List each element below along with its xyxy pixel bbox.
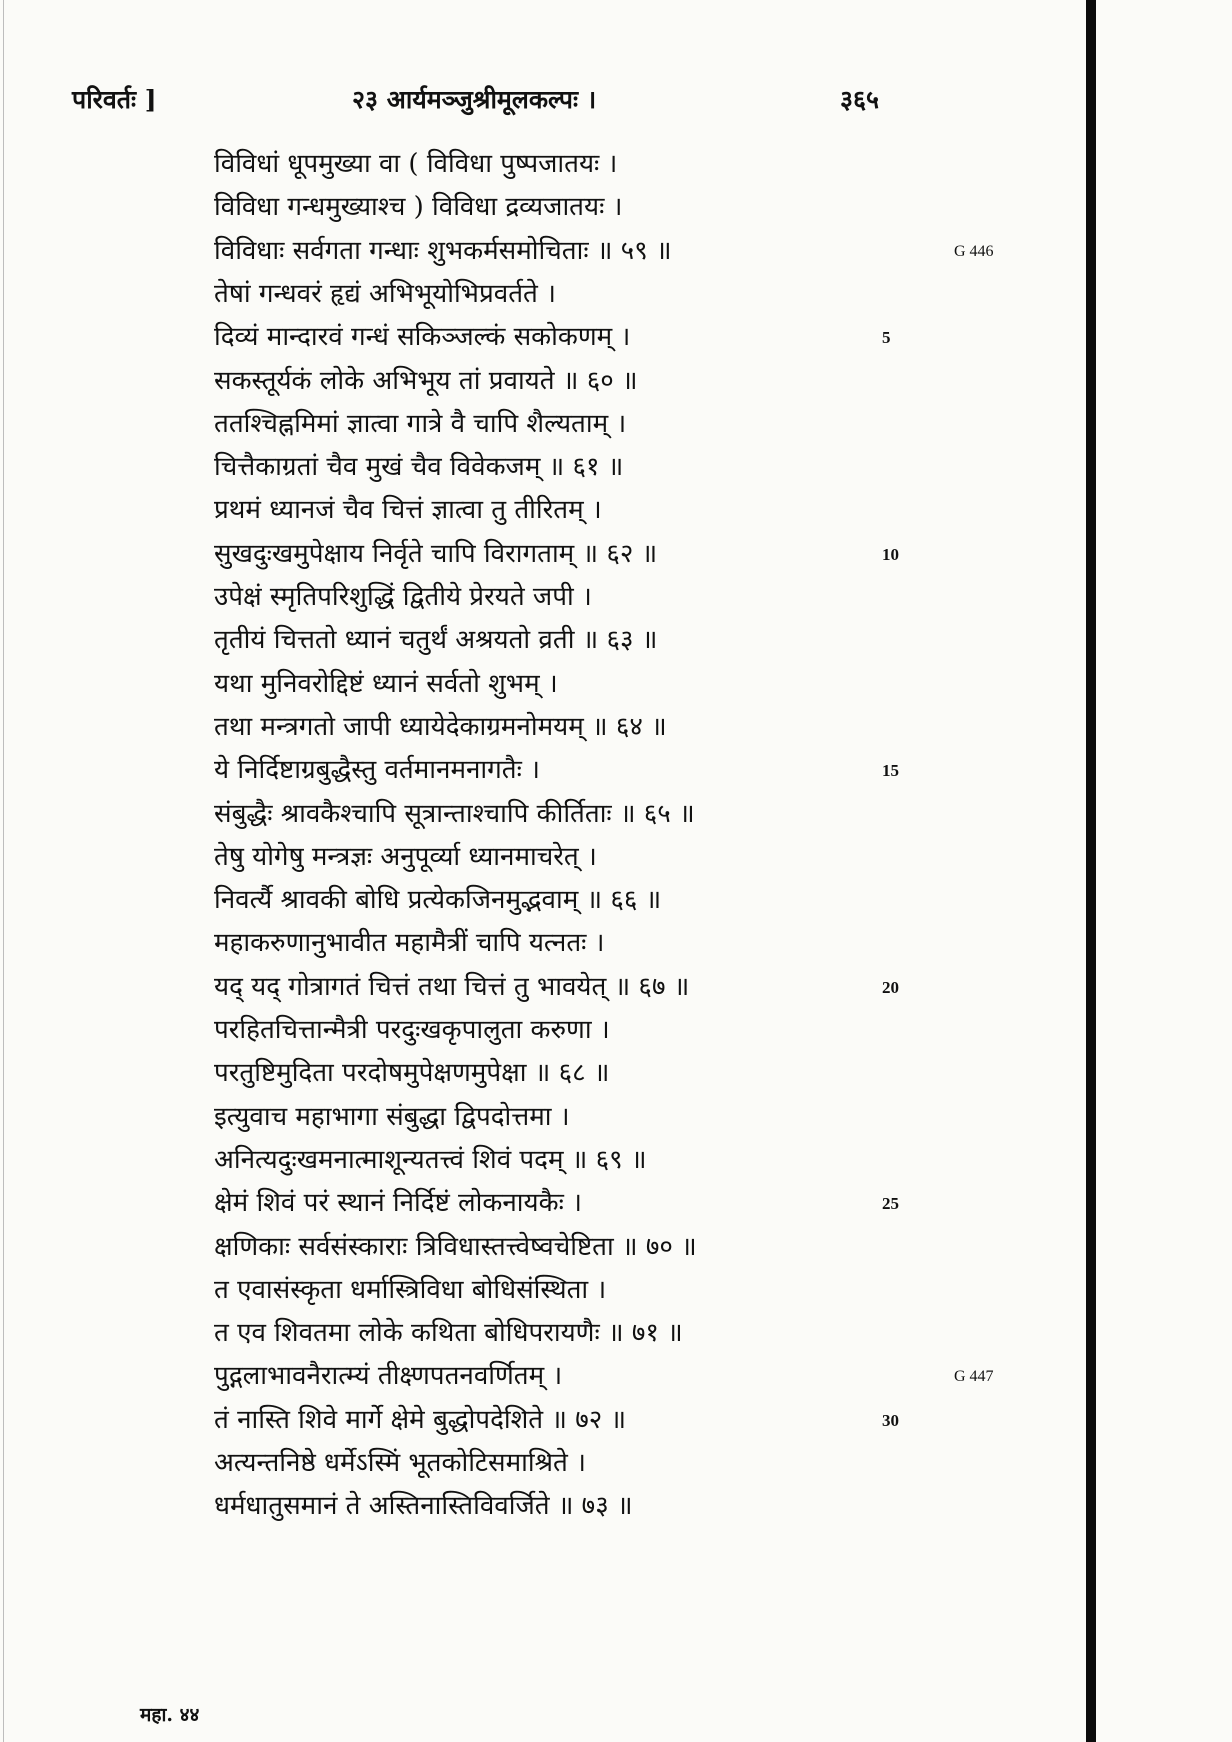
verse-line	[200, 922, 1080, 965]
verse-line-text: विविधा गन्धमुख्याश्च ) विविधा द्रव्यजातयः ।	[214, 192, 623, 223]
verse-line	[200, 273, 1080, 316]
verse-line-text: यद् यद् गोत्रागतं चित्तं तथा चित्तं तु भावयेत् ॥ ६७ ॥	[214, 971, 690, 1002]
verse-line-text: सुखदुःखमुपेक्षाय निर्वृते चापि विरागताम् ॥ ६२ ॥	[214, 538, 658, 569]
verse-line-text: तृतीयं चित्ततो ध्यानं चतुर्थं अश्रयतो व्रती ॥ ६३ ॥	[214, 625, 658, 656]
verse-line	[200, 489, 1080, 532]
verse-line-text: सकस्तूर्यकं लोके अभिभूय तां प्रवायते ॥ ६० ॥	[214, 365, 638, 396]
verse-line	[200, 1226, 1080, 1269]
verse-line	[200, 793, 1080, 836]
verse-line	[200, 446, 1080, 489]
verse-line-text: विविधाः सर्वगता गन्धाः शुभकर्मसमोचिताः ॥ ५९ ॥	[214, 235, 672, 266]
margin-manuscript-reference: G 446	[954, 242, 994, 260]
margin-line-number: 15	[882, 761, 899, 781]
verse-line	[200, 749, 1080, 792]
verse-line-text: तेषु योगेषु मन्त्रज्ञः अनुपूर्व्या ध्यानमाचरेत् ।	[214, 841, 597, 872]
verse-line-text: प्रथमं ध्यानजं चैव चित्तं ज्ञात्वा तु तीरितम् ।	[214, 495, 602, 526]
verse-line	[200, 1355, 1080, 1398]
verse-line	[200, 1052, 1080, 1095]
verse-line	[200, 576, 1080, 619]
verse-line-text: पुद्गलाभावनैरात्म्यं तीक्ष्णपतनवर्णितम् ।	[214, 1361, 563, 1392]
verse-line-text: उपेक्षं स्मृतिपरिशुद्धिं द्वितीये प्रेरयते जपी ।	[214, 582, 592, 612]
verse-line	[200, 1009, 1080, 1052]
margin-line-number: 5	[882, 328, 891, 348]
verse-line-text: अत्यन्तनिष्ठे धर्मेऽस्मिं भूतकोटिसमाश्रिते ।	[214, 1448, 586, 1478]
margin-line-number: 20	[882, 977, 899, 997]
verse-line-text: विविधां धूपमुख्या वा ( विविधा पुष्पजातयः ।	[214, 149, 618, 179]
printer-signature-mark: महा. ४४	[140, 1704, 200, 1726]
verse-line-text: चित्तैकाग्रतां चैव मुखं चैव विवेकजम् ॥ ६१ ॥	[214, 452, 624, 483]
verse-line	[200, 230, 1080, 273]
verse-line	[200, 360, 1080, 403]
verse-line	[200, 316, 1080, 359]
verse-line	[200, 1442, 1080, 1485]
verse-line-text: ये निर्दिष्टाग्रबुद्धैस्तु वर्तमानमनागतैः ।	[214, 755, 540, 786]
verse-line-text: महाकरुणानुभावीत महामैत्रीं चापि यत्नतः ।	[214, 928, 605, 959]
verse-line	[200, 1399, 1080, 1442]
verse-line	[200, 836, 1080, 879]
margin-line-number: 10	[882, 544, 899, 564]
verse-line	[200, 533, 1080, 576]
verse-line-text: परतुष्टिमुदिता परदोषमुपेक्षणमुपेक्षा ॥ ६८ ॥	[214, 1058, 610, 1089]
margin-line-number: 30	[882, 1410, 899, 1430]
verse-line	[200, 1485, 1080, 1528]
verse-line-text: यथा मुनिवरोद्दिष्टं ध्यानं सर्वतो शुभम् ।	[214, 668, 558, 699]
verse-line-text: त एवासंस्कृता धर्मास्त्रिविधा बोधिसंस्थिता ।	[214, 1274, 607, 1305]
verse-line	[200, 1096, 1080, 1139]
verse-line-text: दिव्यं मान्दारवं गन्धं सकिञ्जल्कं सकोकणम् ।	[214, 322, 631, 353]
chapter-running-head: परिवर्तः ]	[72, 85, 157, 114]
verse-line	[200, 966, 1080, 1009]
verse-line	[200, 143, 1080, 186]
verse-line	[200, 663, 1080, 706]
verse-line-text: निवर्त्यै श्रावकी बोधि प्रत्येकजिनमुद्भवाम् ॥ ६६ ॥	[214, 885, 662, 916]
verse-line	[200, 706, 1080, 749]
verse-line-text: संबुद्धैः श्रावकैश्चापि सूत्रान्ताश्चापि कीर्तिताः ॥ ६५ ॥	[214, 798, 695, 829]
verse-line	[200, 619, 1080, 662]
book-running-title: २३ आर्यमञ्जुश्रीमूलकल्पः ।	[352, 85, 597, 114]
verse-line-text: धर्मधातुसमानं ते अस्तिनास्तिविवर्जिते ॥ ७३ ॥	[214, 1491, 633, 1522]
margin-line-number: 25	[882, 1194, 899, 1214]
verse-line-text: त एव शिवतमा लोके कथिता बोधिपरायणैः ॥ ७१ ॥	[214, 1318, 683, 1349]
verse-line-text: ततश्चिह्नमिमां ज्ञात्वा गात्रे वै चापि शैल्यताम् ।	[214, 408, 627, 439]
verse-line-text: इत्युवाच महाभागा संबुद्धा द्विपदोत्तमा ।	[214, 1101, 570, 1132]
verse-line-text: क्षेमं शिवं परं स्थानं निर्दिष्टं लोकनायकैः ।	[214, 1188, 582, 1219]
verse-line-text: तं नास्ति शिवे मार्गे क्षेमे बुद्धोपदेशिते ॥ ७२ ॥	[214, 1404, 627, 1435]
page-gutter-edge	[1086, 0, 1096, 1742]
verse-line	[200, 1182, 1080, 1225]
verse-line	[200, 1269, 1080, 1312]
verse-line	[200, 186, 1080, 229]
verse-line	[200, 1312, 1080, 1355]
verse-line-text: तथा मन्त्रगतो जापी ध्यायेदेकाग्रमनोमयम् ॥ ६४ ॥	[214, 711, 667, 742]
page-number: ३६५	[840, 85, 880, 114]
verse-line-text: क्षणिकाः सर्वसंस्काराः त्रिविधास्तत्त्वेष्वचेष्टिता ॥ ७० ॥	[214, 1231, 697, 1262]
scan-edge-left	[3, 0, 4, 1742]
verse-line	[200, 403, 1080, 446]
verse-text-block	[200, 143, 1080, 1543]
verse-line-text: तेषां गन्धवरं हृद्यं अभिभूयोभिप्रवर्तते ।	[214, 278, 556, 309]
margin-manuscript-reference: G 447	[954, 1368, 994, 1386]
verse-line-text: परहितचित्तान्मैत्री परदुःखकृपालुता करुणा ।	[214, 1015, 610, 1045]
verse-line-text: अनित्यदुःखमनात्माशून्यतत्त्वं शिवं पदम् ॥ ६९ ॥	[214, 1144, 647, 1175]
verse-line	[200, 879, 1080, 922]
verse-line	[200, 1139, 1080, 1182]
